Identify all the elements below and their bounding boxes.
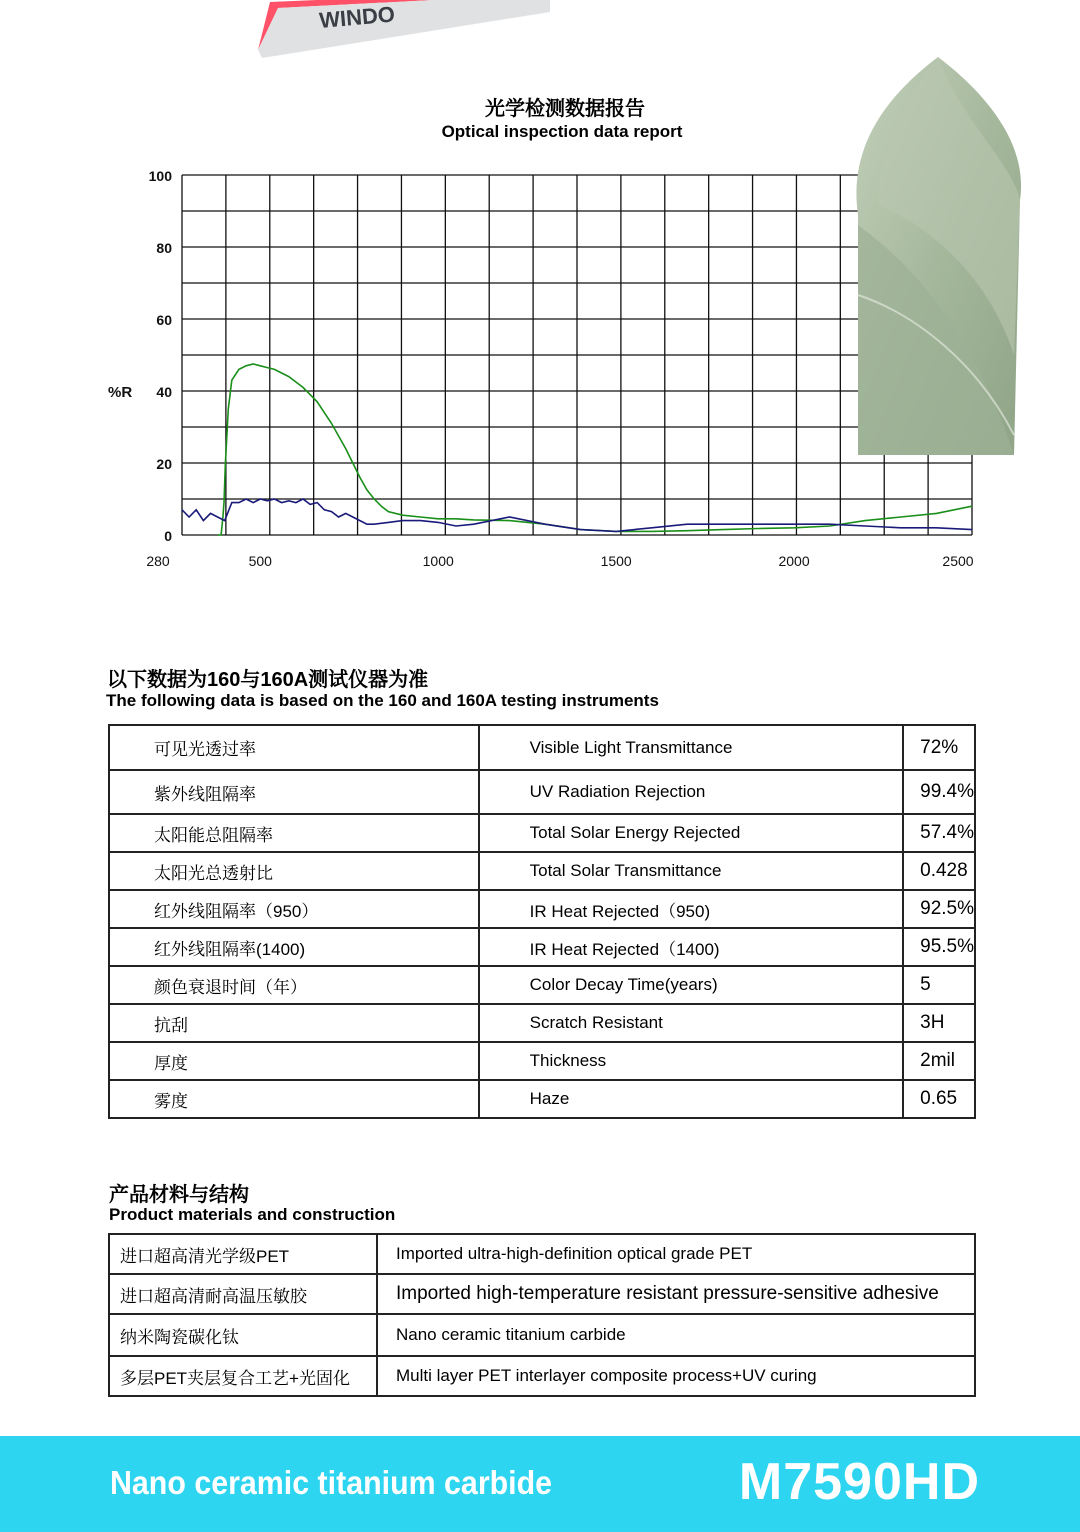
report-subtitle: Optical inspection data report [441,122,683,141]
material-label-en: Nano ceramic titanium carbide [377,1314,975,1356]
table-row [109,852,975,890]
x-tick-label: 1500 [600,553,632,569]
spec-value: 57.4% [903,814,975,852]
spec-label-cn: 红外线阻隔率(1400) [109,928,479,966]
material-label-en: Multi layer PET interlayer composite process+UV curing [377,1356,975,1396]
spec-label-en: Total Solar Energy Rejected [479,814,904,852]
x-tick-label: 500 [248,553,272,569]
spec-label-en: Thickness [479,1042,904,1080]
specs-table [108,724,976,1119]
material-label-cn: 进口超高清光学级PET [109,1234,377,1274]
spec-label-cn: 抗刮 [109,1004,479,1042]
table-row [109,770,975,814]
table-row [109,890,975,928]
report-title: 光学检测数据报告 [485,98,645,120]
spec-label-cn: 厚度 [109,1042,479,1080]
material-label-en: Imported high-temperature resistant pressure-sensitive adhesive [377,1274,975,1314]
materials-title-en: Product materials and construction [109,1205,396,1224]
table-row [109,725,975,770]
spec-value: 99.4% [903,770,975,814]
spec-label-en: Visible Light Transmittance [479,725,904,770]
footer-banner [0,1436,1080,1532]
spec-label-en: IR Heat Rejected（1400) [479,928,904,966]
spec-label-cn: 可见光透过率 [109,725,479,770]
spec-label-en: Total Solar Transmittance [479,852,904,890]
footer-model-number: M7590HD [738,1453,980,1511]
footer-product-name: Nano ceramic titanium carbide [110,1464,553,1501]
x-tick-label: 280 [146,553,170,569]
table-row [109,1274,975,1314]
spec-value: 72% [903,725,975,770]
spec-label-en: Haze [479,1080,904,1118]
spec-value: 2mil [903,1042,975,1080]
spec-value: 0.65 [903,1080,975,1118]
spec-label-cn: 雾度 [109,1080,479,1118]
x-tick-label: 2500 [942,553,974,569]
table-row [109,1356,975,1396]
material-label-cn: 纳米陶瓷碳化钛 [109,1314,377,1356]
table-row [109,1042,975,1080]
spec-label-cn: 红外线阻隔率（950） [109,890,479,928]
table-row [109,1080,975,1118]
spec-label-cn: 太阳能总阻隔率 [109,814,479,852]
y-tick-label: 20 [156,456,172,472]
spec-label-en: Color Decay Time(years) [479,966,904,1004]
y-tick-label: 100 [148,168,172,184]
table-row [109,1234,975,1274]
spec-value: 95.5% [903,928,975,966]
spec-value: 0.428 [903,852,975,890]
spec-label-en: IR Heat Rejected（950) [479,890,904,928]
material-label-cn: 多层PET夹层复合工艺+光固化 [109,1356,377,1396]
x-tick-label: 1000 [422,553,454,569]
y-axis-label: %R [108,384,133,401]
specs-title-en: The following data is based on the 160 and 160A testing instruments [106,691,659,710]
materials-title-cn: 产品材料与结构 [109,1184,249,1206]
spec-label-cn: 紫外线阻隔率 [109,770,479,814]
spec-value: 3H [903,1004,975,1042]
spec-label-cn: 太阳光总透射比 [109,852,479,890]
spec-value: 92.5% [903,890,975,928]
table-row [109,928,975,966]
table-row [109,966,975,1004]
product-box-image [250,0,560,60]
table-row [109,814,975,852]
y-tick-label: 80 [156,240,172,256]
film-roll-image [838,55,1028,455]
spec-label-en: Scratch Resistant [479,1004,904,1042]
y-tick-label: 60 [156,312,172,328]
y-tick-label: 40 [156,384,172,400]
specs-title-cn: 以下数据为160与160A测试仪器为准 [107,669,429,691]
box-brand-text: WINDO [318,1,396,33]
spec-label-cn: 颜色衰退时间（年） [109,966,479,1004]
x-tick-label: 2000 [778,553,810,569]
spec-value: 5 [903,966,975,1004]
y-tick-label: 0 [164,528,172,544]
materials-table [108,1233,976,1397]
material-label-en: Imported ultra-high-definition optical grade PET [377,1234,975,1274]
table-row [109,1314,975,1356]
material-label-cn: 进口超高清耐高温压敏胶 [109,1274,377,1314]
spec-label-en: UV Radiation Rejection [479,770,904,814]
table-row [109,1004,975,1042]
